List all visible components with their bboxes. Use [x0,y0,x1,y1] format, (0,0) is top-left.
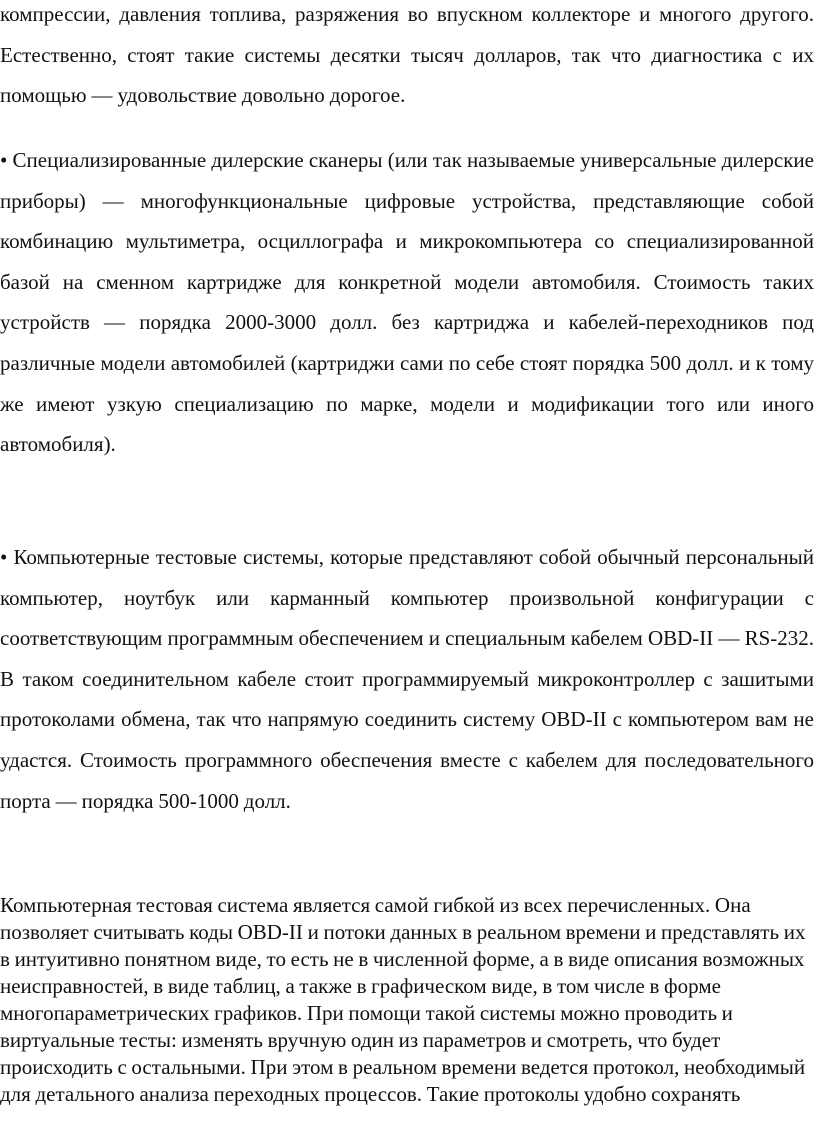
paragraph-dealer-scanners: • Специализированные дилерские сканеры (или так называемые универсальные дилерские приборы) — многофункциональные цифровые устройства, представляющие собой комбинацию мультиметра, осциллографа и микрокомпьютера со специализированной базой на сменном картридже для конкретной модели автомобиля. Стоимость таких устройств — порядка 2000-3000 долл. без картриджа и кабелей-переходников под различные модели автомобилей (картриджи сами по себе стоят порядка 500 долл. и к тому же имеют узкую специализацию по марке, модели и модификации того или иного автомобиля). [0,148,814,457]
paragraph-intro-continuation: компрессии, давления топлива, разряжения во впускном коллекторе и многого другого. Естественно, стоят такие системы десятки тысяч долларов, так что диагностика с их помощью — удовольствие довольно дорогое. [0,2,814,108]
paragraph-computer-test-systems: • Компьютерные тестовые системы, которые представляют собой обычный персональный компьютер, ноутбук или карманный компьютер произвольной конфигурации с соответствующим программным обеспечением и специальным кабелем OBD-II — RS-232. В таком соединительном кабеле стоит программируемый микроконтроллер с зашитыми протоколами обмена, так что напрямую соединить систему OBD-II с компьютером вам не удастся. Стоимость программного обеспечения вместе с кабелем для последовательного порта — порядка 500-1000 долл. [0,545,814,813]
paragraph-computer-system-flexibility: Компьютерная тестовая система является самой гибкой из всех перечисленных. Она позволяет считывать коды OBD-II и потоки данных в реальном времени и представлять их в интуитивно понятном виде, то есть не в численной форме, а в виде описания возможных неисправностей, в виде таблиц, а также в графическом виде, в том числе в форме многопараметрических графиков. При помощи такой системы можно проводить и виртуальные тесты: изменять вручную один из параметров и смотреть, что будет происходить с остальными. При этом в реальном времени ведется протокол, необходимый для детального анализа переходных процессов. Такие протоколы удобно сохранять [0,893,806,1106]
